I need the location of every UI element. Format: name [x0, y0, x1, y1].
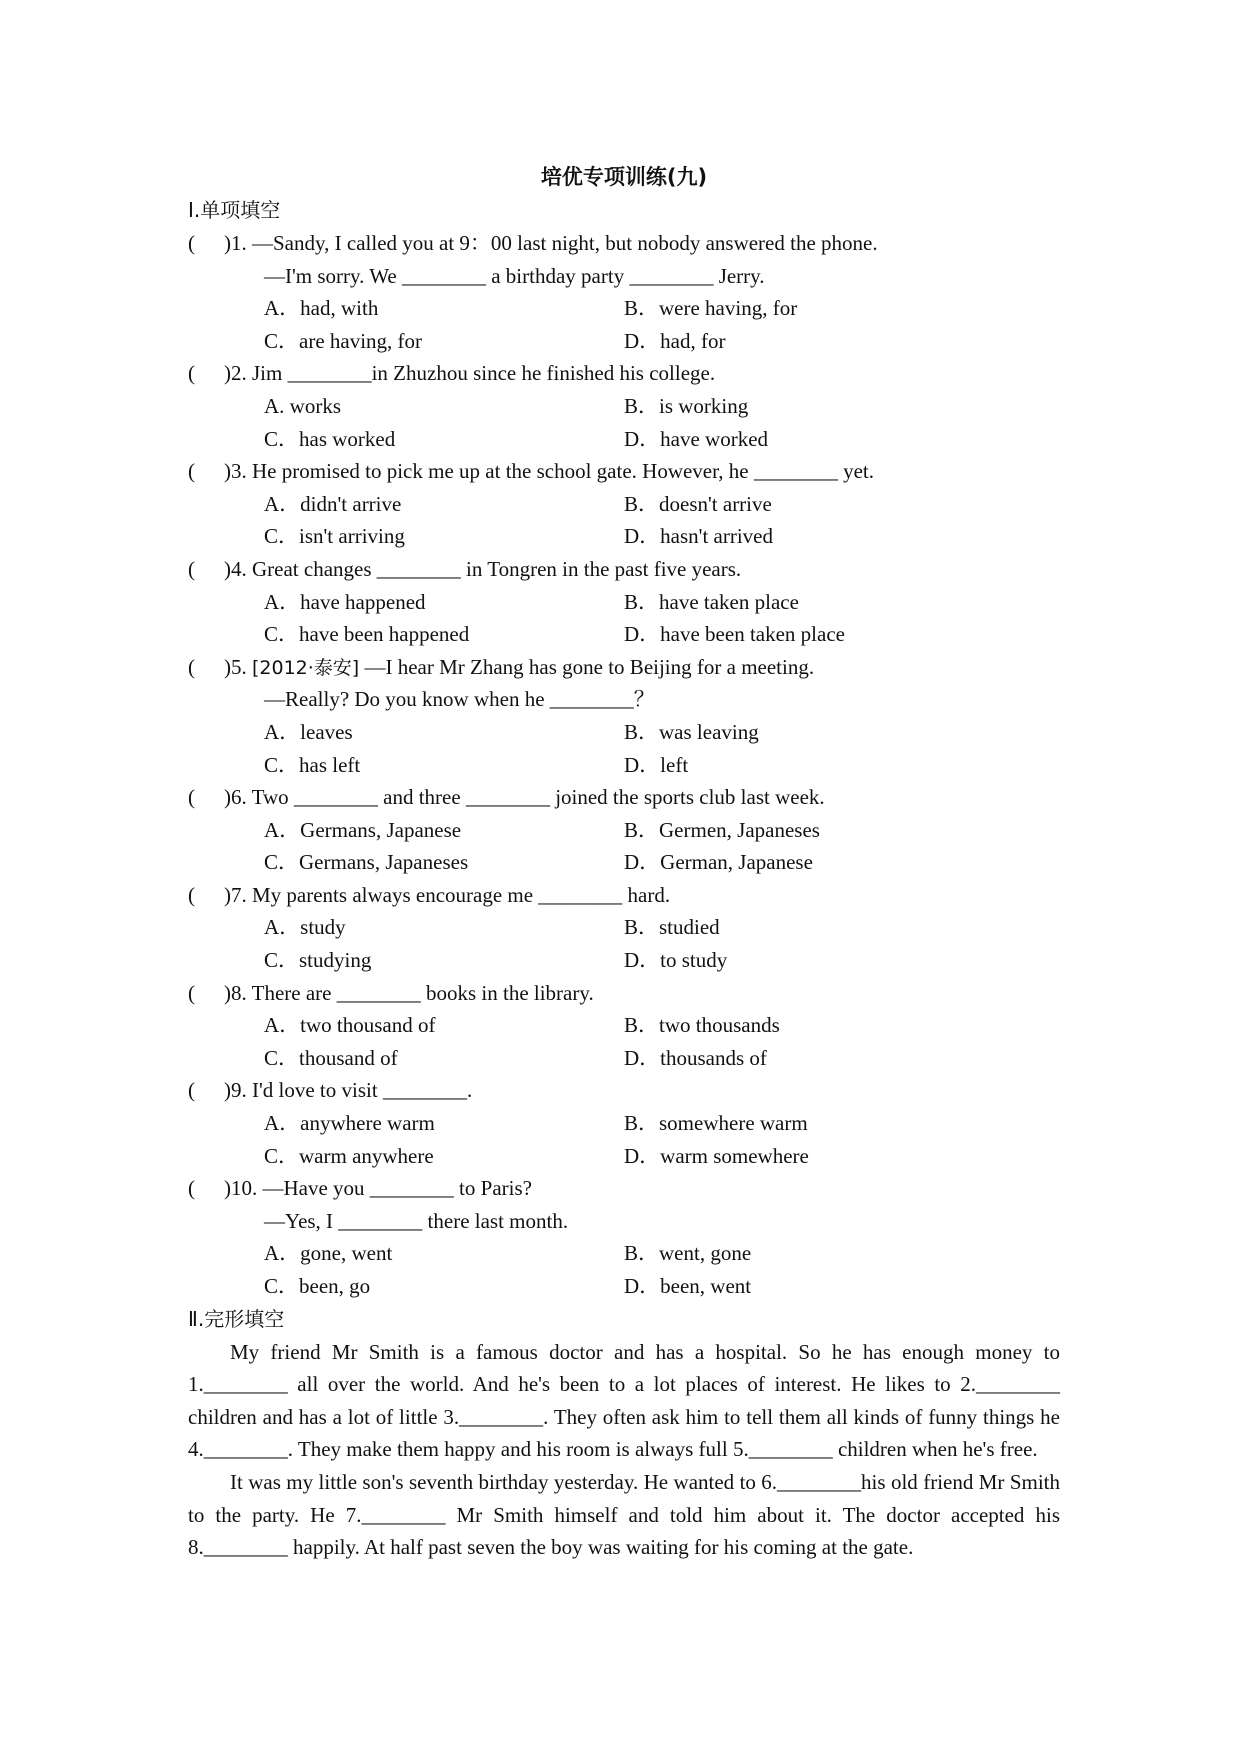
question-list: [188, 227, 1060, 1303]
option-b[interactable]: B．studied: [624, 915, 720, 940]
option-b[interactable]: B．Germen, Japaneses: [624, 817, 820, 842]
option-c[interactable]: C．studying: [264, 948, 372, 973]
question-number: )2.: [224, 361, 247, 386]
option-c[interactable]: C．warm anywhere: [264, 1143, 434, 1168]
question-text: Great changes ________ in Tongren in the past five years.: [252, 556, 742, 581]
question-text: I'd love to visit ________.: [252, 1078, 473, 1103]
answer-blank-parens[interactable]: (: [188, 556, 195, 581]
question-stem: [188, 357, 1060, 390]
option-b[interactable]: B．were having, for: [624, 296, 798, 321]
option-b[interactable]: B．is working: [624, 393, 749, 418]
answer-blank-parens[interactable]: (: [188, 980, 195, 1005]
option-row: [188, 944, 1060, 977]
option-a[interactable]: A．gone, went: [264, 1241, 393, 1266]
option-d[interactable]: D．have been taken place: [624, 622, 845, 647]
option-row: [188, 423, 1060, 456]
question-stem: [188, 1172, 1060, 1205]
option-row: [188, 911, 1060, 944]
option-d[interactable]: D．left: [624, 752, 689, 777]
question-stem: [188, 781, 1060, 814]
question-number: )5.: [224, 654, 247, 679]
option-row: [188, 488, 1060, 521]
question-item: [188, 1074, 1060, 1172]
option-row: [188, 390, 1060, 423]
option-c[interactable]: C．have been happened: [264, 622, 470, 647]
option-c[interactable]: C．thousand of: [264, 1045, 398, 1070]
section-heading-cloze: Ⅱ.完形填空: [188, 1306, 285, 1331]
question-number: )10.: [224, 1176, 258, 1201]
question-item: [188, 651, 1060, 781]
question-text: Jim ________in Zhuzhou since he finished his college.: [252, 361, 716, 386]
question-item: [188, 977, 1060, 1075]
question-text-continued: —I'm sorry. We ________ a birthday party ________ Jerry.: [264, 263, 765, 288]
option-row: [188, 520, 1060, 553]
answer-blank-parens[interactable]: (: [188, 654, 195, 679]
question-number: )1.: [224, 231, 247, 255]
option-d[interactable]: D．hasn't arrived: [624, 524, 773, 549]
question-stem: [188, 227, 1060, 260]
question-number: )6.: [224, 785, 247, 810]
option-b[interactable]: B．somewhere warm: [624, 1111, 808, 1136]
option-a[interactable]: A．study: [264, 915, 346, 940]
question-item: [188, 879, 1060, 977]
answer-blank-parens[interactable]: (: [188, 361, 195, 386]
answer-blank-parens[interactable]: (: [188, 1078, 195, 1103]
option-a[interactable]: A．have happened: [264, 589, 426, 614]
option-row: [188, 716, 1060, 749]
answer-blank-parens[interactable]: (: [188, 882, 195, 907]
question-number: )9.: [224, 1078, 247, 1103]
option-b[interactable]: B．was leaving: [624, 719, 759, 744]
question-item: [188, 553, 1060, 651]
option-a[interactable]: A．anywhere warm: [264, 1111, 435, 1136]
question-number: )7.: [224, 882, 247, 907]
option-a[interactable]: A．had, with: [264, 296, 379, 321]
question-stem: [188, 1074, 1060, 1107]
option-a[interactable]: A．Germans, Japanese: [264, 817, 462, 842]
option-a[interactable]: A．two thousand of: [264, 1013, 436, 1038]
question-text: He promised to pick me up at the school gate. However, he ________ yet.: [252, 459, 875, 484]
document-page: [188, 160, 1060, 1564]
option-c[interactable]: C．been, go: [264, 1274, 371, 1298]
option-c[interactable]: C．are having, for: [264, 328, 423, 353]
option-row: [188, 1009, 1060, 1042]
option-a[interactable]: A. works: [264, 393, 341, 418]
answer-blank-parens[interactable]: (: [188, 459, 195, 484]
option-d[interactable]: D．been, went: [624, 1274, 752, 1298]
question-item: [188, 1172, 1060, 1302]
question-stem: [188, 651, 1060, 684]
option-b[interactable]: B．doesn't arrive: [624, 491, 772, 516]
option-b[interactable]: B．two thousands: [624, 1013, 780, 1038]
cloze-passage: [188, 1336, 1060, 1564]
question-text: Two ________ and three ________ joined the sports club last week.: [251, 785, 825, 810]
question-item: [188, 357, 1060, 455]
option-row: [188, 1140, 1060, 1173]
cloze-paragraph-2: It was my little son's seventh birthday yesterday. He wanted to 6.________his old friend Mr Smith to the party. He 7.________ Mr Smith himself and told him about it. The doctor accepted his 8.________ happily. At half past seven the boy was waiting for his coming at the gate.: [188, 1469, 1060, 1560]
option-c[interactable]: C．isn't arriving: [264, 524, 405, 549]
question-text-continued: —Yes, I ________ there last month.: [264, 1208, 569, 1233]
option-row: [188, 292, 1060, 325]
cloze-paragraph-1: My friend Mr Smith is a famous doctor and has a hospital. So he has enough money to 1.________ all over the world. And he's been to a lot places of interest. He likes to 2.________ children and has a lot of little 3.________. They often ask him to tell them all kinds of funny things he 4.________. They make them happy and his room is always full 5.________ children when he's free.: [188, 1339, 1060, 1462]
option-d[interactable]: D．warm somewhere: [624, 1143, 809, 1168]
option-row: [188, 618, 1060, 651]
question-item: [188, 455, 1060, 553]
option-row: [188, 749, 1060, 782]
question-text: —I hear Mr Zhang has gone to Beijing for a meeting.: [364, 654, 815, 679]
option-d[interactable]: D．had, for: [624, 328, 726, 353]
option-row: [188, 586, 1060, 619]
option-row: [188, 1042, 1060, 1075]
question-item: [188, 227, 1060, 357]
option-c[interactable]: C．has left: [264, 752, 361, 777]
option-c[interactable]: C．Germans, Japaneses: [264, 850, 469, 875]
question-number: )8.: [224, 980, 247, 1005]
option-row: [188, 1270, 1060, 1303]
question-stem: [188, 879, 1060, 912]
answer-blank-parens[interactable]: (: [188, 231, 195, 255]
answer-blank-parens[interactable]: (: [188, 785, 195, 810]
option-b[interactable]: B．have taken place: [624, 589, 799, 614]
option-row: [188, 1237, 1060, 1270]
question-stem: [188, 553, 1060, 586]
section-heading-single-choice: Ⅰ.单项填空: [188, 198, 281, 222]
option-a[interactable]: A．leaves: [264, 719, 353, 744]
question-text: There are ________ books in the library.: [251, 980, 594, 1005]
page-title: 培优专项训练(九): [540, 165, 708, 189]
option-row: [188, 1107, 1060, 1140]
option-b[interactable]: B．went, gone: [624, 1241, 752, 1266]
option-d[interactable]: D．thousands of: [624, 1045, 767, 1070]
question-text: —Sandy, I called you at 9：00 last night, but nobody answered the phone.: [252, 231, 878, 255]
option-row: [188, 846, 1060, 879]
question-text: My parents always encourage me ________ hard.: [252, 882, 671, 907]
question-item: [188, 781, 1060, 879]
question-text-continued: —Really? Do you know when he ________？: [264, 687, 655, 712]
option-c[interactable]: C．has worked: [264, 426, 396, 451]
question-number: )4.: [224, 556, 247, 581]
question-stem: [188, 455, 1060, 488]
question-number: )3.: [224, 459, 247, 484]
option-row: [188, 814, 1060, 847]
option-d[interactable]: D．German, Japanese: [624, 850, 813, 875]
option-row: [188, 325, 1060, 358]
option-a[interactable]: A．didn't arrive: [264, 491, 402, 516]
source-tag: [2012·泰安]: [252, 656, 360, 679]
question-stem: [188, 977, 1060, 1010]
answer-blank-parens[interactable]: (: [188, 1176, 195, 1201]
question-text: —Have you ________ to Paris?: [262, 1176, 532, 1201]
option-d[interactable]: D．have worked: [624, 426, 769, 451]
option-d[interactable]: D．to study: [624, 948, 728, 973]
